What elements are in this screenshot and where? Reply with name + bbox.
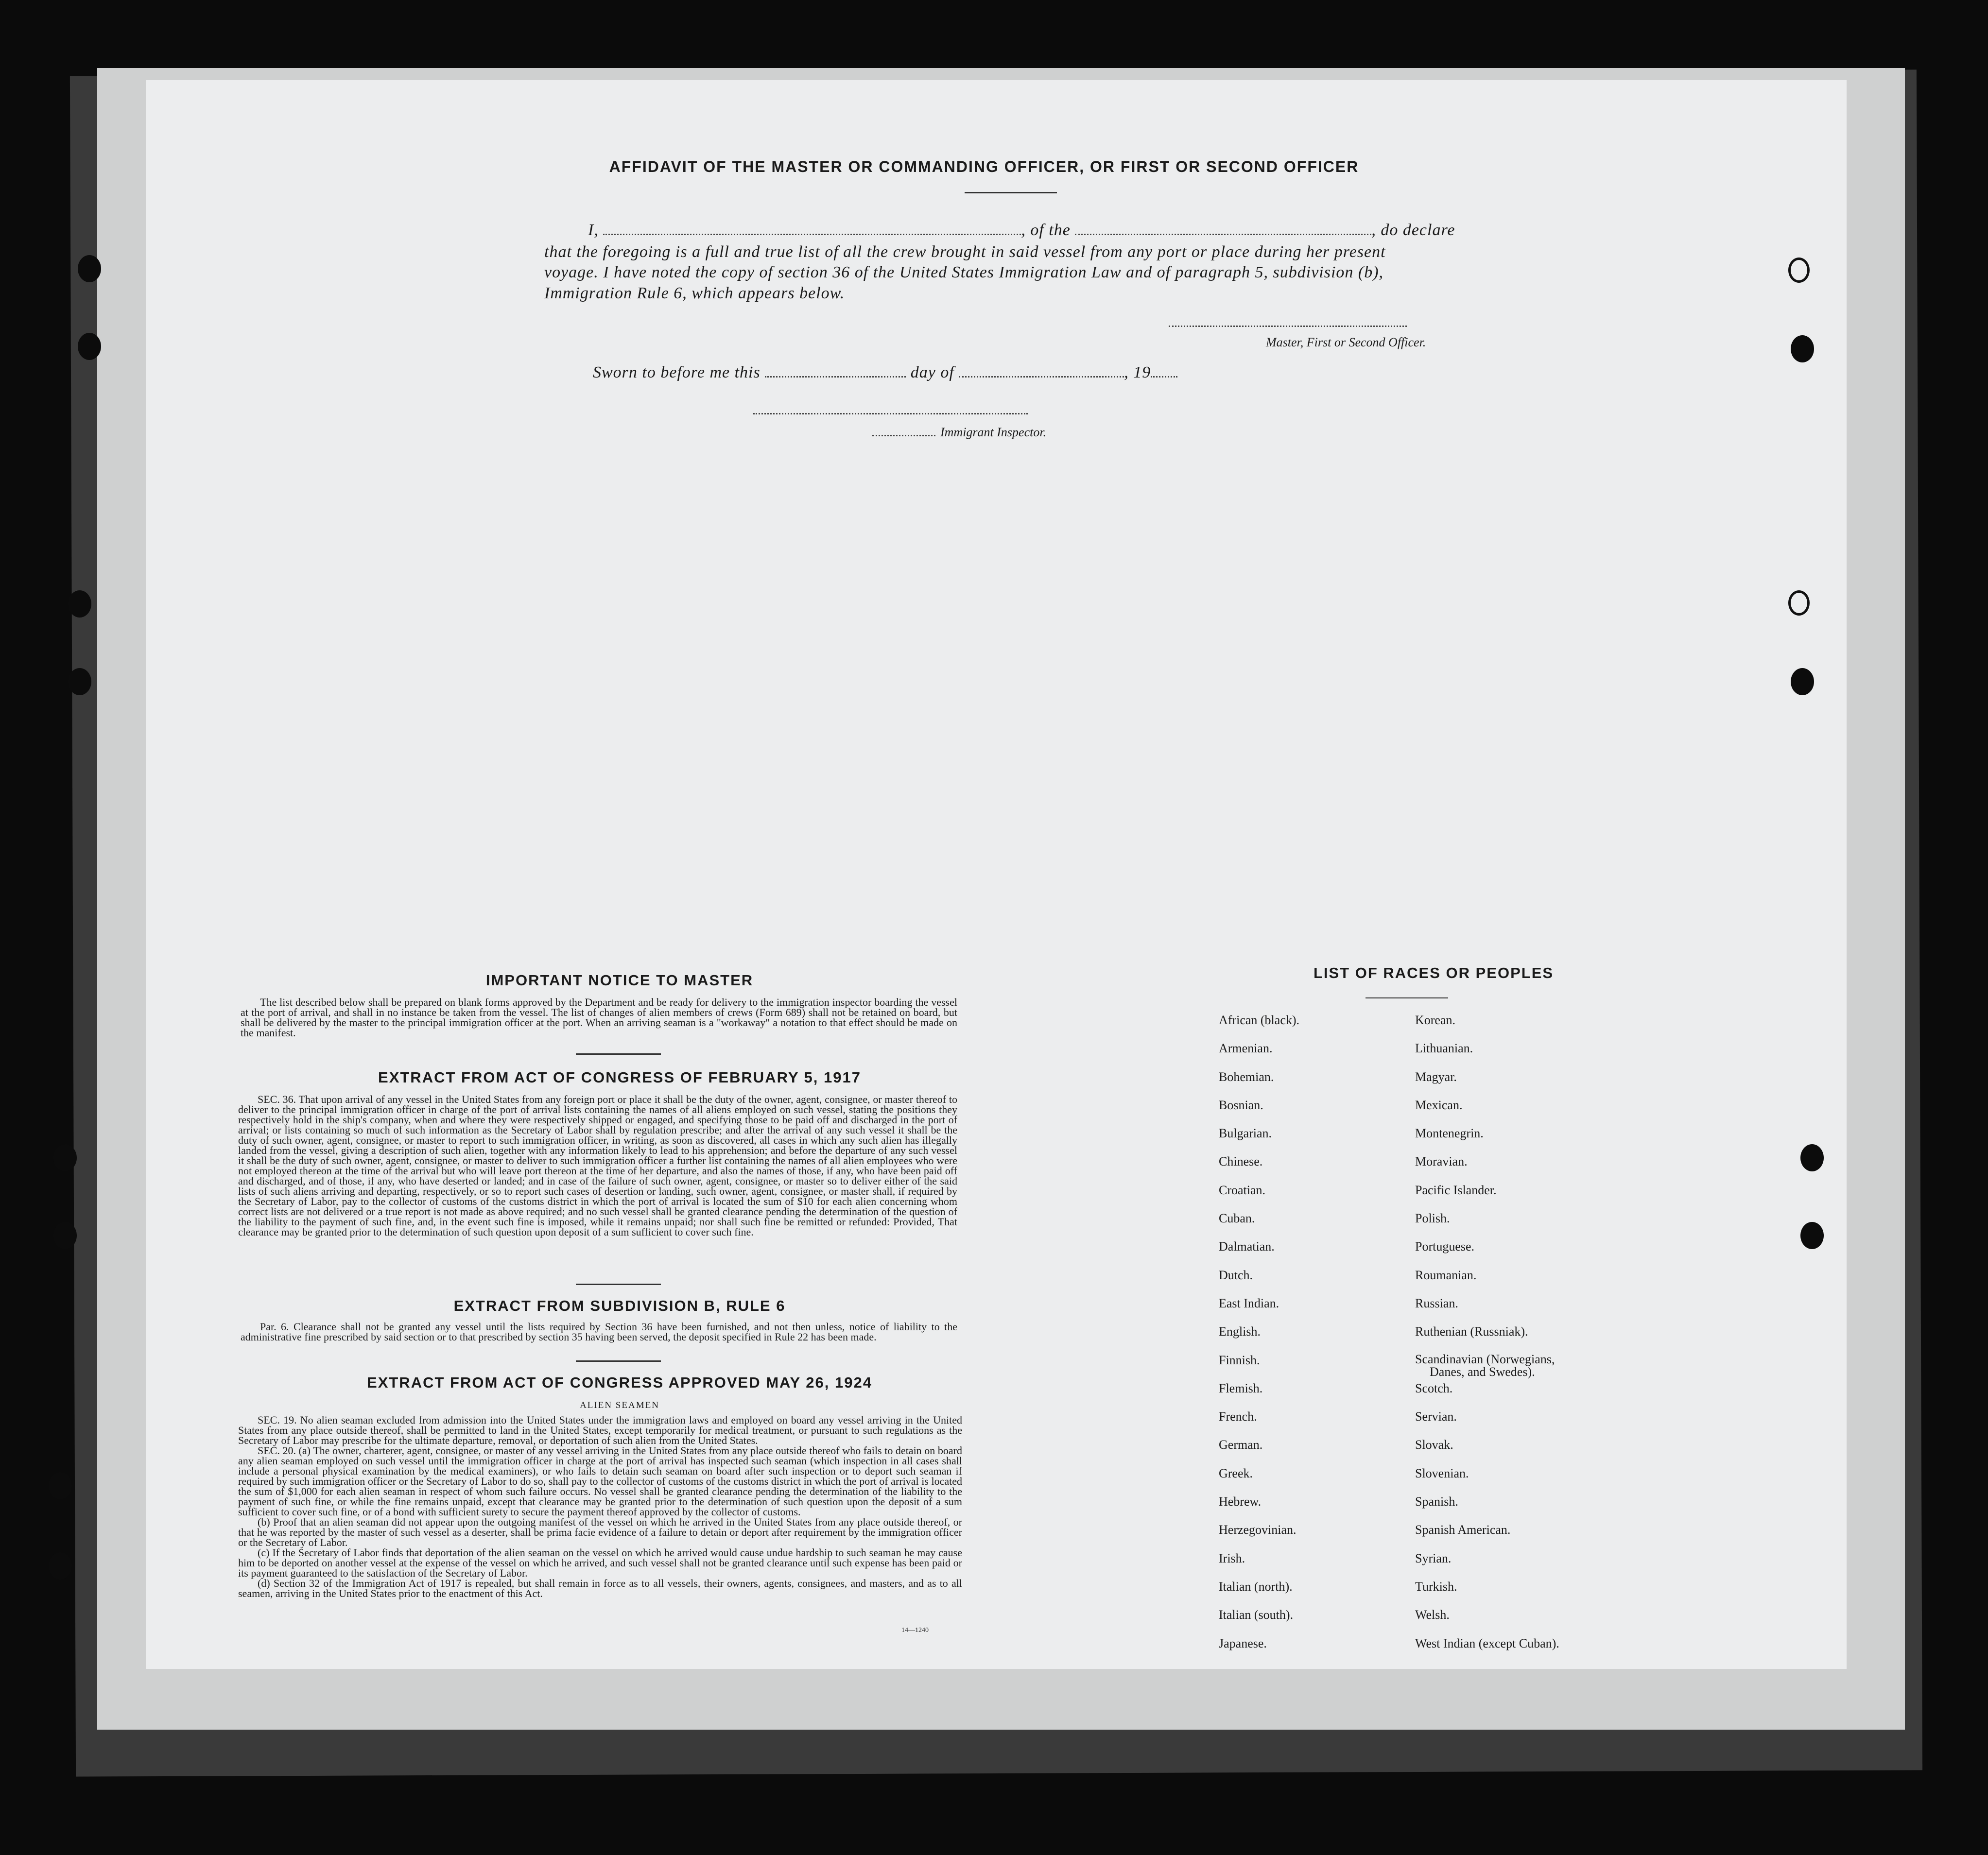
races-left-column bbox=[1219, 1013, 1299, 1665]
race-item: Russian. bbox=[1415, 1296, 1458, 1310]
affidavit-line-2: that the foregoing is a full and true list of all the crew brought in said vessel from any port or place during her present bbox=[544, 243, 1386, 261]
notice-text bbox=[241, 997, 957, 1038]
race-item: Dutch. bbox=[1219, 1268, 1253, 1282]
extract-rule6-paragraph: Par. 6. Clearance shall not be granted any vessel until the lists required by Section 36 have been furnished, and not then unless, notice of liability to the administrative fine prescribed by said section or to that prescribed by section 35 having been served, the deposit specified in Rule 22 has been made. bbox=[241, 1321, 957, 1343]
race-item: Armenian. bbox=[1219, 1041, 1273, 1056]
race-item: Servian. bbox=[1415, 1409, 1457, 1424]
sworn-line bbox=[593, 363, 1177, 382]
sworn-year-label: , 19 bbox=[1124, 363, 1151, 381]
extract-1924-text bbox=[238, 1415, 962, 1598]
affidavit-line-4: Immigration Rule 6, which appears below. bbox=[544, 284, 845, 302]
sec19-paragraph: SEC. 19. No alien seaman excluded from admission into the United States under the immigration laws and employed on board any vessel arriving in the United States from any place outside thereof, shall be permitted to land in the United States, except temporarily for medical treatment, or pursuant to such regulations as the Secretary of Labor may prescribe for the ultimate departure, removal, or deportation of such alien from the United States. bbox=[238, 1414, 962, 1446]
binder-hole bbox=[68, 668, 91, 695]
race-item: Italian (south). bbox=[1219, 1608, 1294, 1622]
race-item: Italian (north). bbox=[1219, 1579, 1293, 1594]
sworn-day-of-label: day of bbox=[910, 363, 954, 381]
race-item: Mexican. bbox=[1415, 1098, 1463, 1112]
race-item: Welsh. bbox=[1415, 1608, 1450, 1622]
notice-title: IMPORTANT NOTICE TO MASTER bbox=[485, 972, 754, 989]
affidavit-title: AFFIDAVIT OF THE MASTER OR COMMANDING OFFICER, OR FIRST OR SECOND OFFICER bbox=[609, 158, 1359, 175]
race-item: Cuban. bbox=[1219, 1211, 1255, 1226]
race-item: English. bbox=[1219, 1324, 1261, 1339]
extract-1917-paragraph: SEC. 36. That upon arrival of any vessel in the United States from any foreign port or place it shall be the duty of the owner, agent, consignee, or master thereof to deliver to the principal immigration officer in charge of the port of arrival lists containing the names of all aliens employed on such vessel, stating the positions they respectively hold in the ship's company, when and where they were respectively shipped or engaged, and specifying those to be paid off and discharged in the port of arrival; or lists containing so much of such information as the Secretary of Labor shall by regulation prescribe; and after the arrival of any such vessel it shall be the duty of such owner, agent, consignee, or master to report to such immigration officer, in writing, as soon as discovered, all cases in which any such alien has illegally landed from the vessel, giving a description of such alien, together with any information likely to lead to his apprehension; and before the departure of any such vessel it shall be the duty of such owner, agent, consignee, or master to deliver to such immigration officer a further list containing the names of all alien employees who were not employed thereon at the time of the arrival but who will leave port thereon at the time of her departure, and also the names of those, if any, who have been paid off and discharged, and of those, if any, who have deserted or landed; and in case of the failure of such owner, agent, consignee, or master so to deliver either of the said lists of such aliens arriving and departing, respectively, or so to report such cases of desertion or landing, such owner, agent, consignee, or master shall, if required by the Secretary of Labor, pay to the collector of customs of the customs district in which the port of arrival is located the sum of $10 for each alien concerning whom correct lists are not delivered or a true report is not made as above required; and no such vessel shall be granted clearance pending the determination of the question of the liability to the payment of such fine, and, in the event such fine is imposed, while it remains unpaid; nor shall such fine be remitted or refunded: Provided, That clearance may be granted prior to the determination of such question upon deposit of a sum sufficient to cover such fine. bbox=[238, 1093, 957, 1238]
divider bbox=[576, 1053, 661, 1055]
race-item: African (black). bbox=[1219, 1013, 1300, 1027]
sec20a-paragraph: SEC. 20. (a) The owner, charterer, agent, consignee, or master of any vessel arriving in the United States from any place outside thereof who fails to detain on board any alien seaman employed on such vessel until the immigration officer in charge at the port of arrival has inspected such seaman (which inspection in all cases shall include a personal physical examination by the medical examiners), or who fails to detain such seaman on board after such inspection or to deport such seaman if required by such immigration officer or the Secretary of Labor to do so, shall pay to the collector of customs of the customs district in which the port of arrival is located the sum of $1,000 for each alien seaman in respect of whom such failure occurs. No vessel shall be granted clearance pending the determination of the liability to the payment of such fine, or while the fine remains unpaid, except that clearance may be granted prior to the determination of such question upon the deposit of a sum sufficient to cover such fine, or of a bond with sufficient surety to secure the payment thereof approved by the collector of customs. bbox=[238, 1444, 962, 1518]
sec20b-paragraph: (b) Proof that an alien seaman did not appear upon the outgoing manifest of the vessel on which he arrived in the United States from any place outside thereof, or that he was reported by the master of such vessel as a deserter, shall be prima facie evidence of a failure to detain or deport after requirement by the immigration officer or the Secretary of Labor. bbox=[238, 1516, 962, 1548]
master-signature-label: Master, First or Second Officer. bbox=[1266, 335, 1426, 349]
races-title: LIST OF RACES OR PEOPLES bbox=[1313, 964, 1554, 981]
binder-hole bbox=[68, 590, 91, 618]
race-item: Portuguese. bbox=[1415, 1239, 1475, 1254]
race-item: French. bbox=[1219, 1409, 1257, 1424]
race-item: Korean. bbox=[1415, 1013, 1456, 1027]
affidavit-declare-label: , do declare bbox=[1371, 221, 1455, 239]
race-item: Chinese. bbox=[1219, 1154, 1263, 1169]
sworn-year-blank[interactable] bbox=[1151, 376, 1177, 378]
race-item: East Indian. bbox=[1219, 1296, 1279, 1310]
affidavit-line-3: voyage. I have noted the copy of section 36 of the United States Immigration Law and of paragraph 5, subdivision (b), bbox=[544, 263, 1384, 281]
divider bbox=[1366, 997, 1448, 998]
race-item: Polish. bbox=[1415, 1211, 1450, 1226]
race-item: Turkish. bbox=[1415, 1579, 1457, 1594]
race-item: West Indian (except Cuban). bbox=[1415, 1636, 1559, 1650]
race-item: Montenegrin. bbox=[1415, 1126, 1484, 1141]
race-item: Syrian. bbox=[1415, 1551, 1452, 1565]
affidavit-of-the-label: , of the bbox=[1021, 221, 1071, 239]
race-item: Lithuanian. bbox=[1415, 1041, 1473, 1056]
punch-hole bbox=[1788, 590, 1810, 616]
divider bbox=[576, 1360, 661, 1362]
master-name-blank[interactable] bbox=[603, 234, 1021, 235]
race-item: Magyar. bbox=[1415, 1069, 1457, 1084]
race-item: Pacific Islander. bbox=[1415, 1183, 1497, 1197]
punch-hole bbox=[1800, 1144, 1824, 1171]
race-item-continuation: Danes, and Swedes). bbox=[1430, 1364, 1535, 1379]
race-item: Scotch. bbox=[1415, 1381, 1453, 1395]
race-item: Bohemian. bbox=[1219, 1069, 1274, 1084]
race-item: Japanese. bbox=[1219, 1636, 1267, 1650]
extract-1917-title: EXTRACT FROM ACT OF CONGRESS OF FEBRUARY 5, 1917 bbox=[378, 1069, 861, 1086]
sworn-prefix: Sworn to before me this bbox=[593, 363, 761, 381]
race-item: Roumanian. bbox=[1415, 1268, 1477, 1282]
race-item: Slovenian. bbox=[1415, 1466, 1469, 1480]
binder-hole bbox=[53, 1222, 77, 1249]
race-item: Bulgarian. bbox=[1219, 1126, 1272, 1141]
inspector-prefix-blank bbox=[872, 435, 935, 436]
inspector-signature-blank[interactable] bbox=[753, 413, 1028, 414]
sec20d-paragraph: (d) Section 32 of the Immigration Act of 1917 is repealed, but shall remain in force as to all vessels, their owners, agents, consignees, and masters, and as to all seamen, arriving in the United States prior to the enactment of this Act. bbox=[238, 1577, 962, 1599]
inspector-label: Immigrant Inspector. bbox=[940, 425, 1047, 439]
binder-hole bbox=[49, 1552, 72, 1580]
form-number: 14—1240 bbox=[901, 1627, 929, 1634]
race-item: Dalmatian. bbox=[1219, 1239, 1275, 1254]
sworn-day-blank[interactable] bbox=[765, 376, 906, 378]
extract-1917-text bbox=[238, 1094, 957, 1237]
extract-rule6-text bbox=[241, 1322, 957, 1342]
affidavit-i-label: I, bbox=[588, 221, 599, 239]
notice-paragraph: The list described below shall be prepared on blank forms approved by the Department and be ready for delivery to the immigration inspector boarding the vessel at the port of arrival, and shall in no instance be taken from the vessel. The list of changes of alien members of crews (Form 689) shall not be retained on board, but shall be delivered by the master to the principal immigration officer at the port. When an arriving seaman is a "workaway" a notation to that effect should be made on the manifest. bbox=[241, 996, 957, 1039]
race-item: Spanish American. bbox=[1415, 1523, 1511, 1537]
binder-hole bbox=[78, 333, 101, 360]
affidavit-line-1 bbox=[588, 221, 1455, 240]
race-item: Scandinavian (Norwegians, bbox=[1415, 1352, 1555, 1366]
binder-hole bbox=[53, 1144, 77, 1171]
extract-rule6-title: EXTRACT FROM SUBDIVISION B, RULE 6 bbox=[453, 1297, 786, 1314]
sworn-month-blank[interactable] bbox=[959, 376, 1124, 378]
binder-hole bbox=[78, 255, 101, 282]
binder-hole bbox=[49, 1472, 72, 1499]
race-item: Bosnian. bbox=[1219, 1098, 1263, 1112]
master-signature-blank[interactable] bbox=[1169, 326, 1407, 327]
race-item: Herzegovinian. bbox=[1219, 1523, 1297, 1537]
races-right-column bbox=[1415, 1013, 1559, 1665]
punch-hole bbox=[1800, 1222, 1824, 1249]
race-item: Irish. bbox=[1219, 1551, 1245, 1565]
race-item: Slovak. bbox=[1415, 1438, 1453, 1452]
race-item: Finnish. bbox=[1219, 1353, 1260, 1367]
race-item: Spanish. bbox=[1415, 1494, 1458, 1509]
race-item: Ruthenian (Russniak). bbox=[1415, 1324, 1528, 1339]
race-item: Moravian. bbox=[1415, 1154, 1468, 1169]
punch-hole bbox=[1791, 668, 1814, 695]
extract-1924-title: EXTRACT FROM ACT OF CONGRESS APPROVED MAY 26, 1924 bbox=[367, 1374, 872, 1391]
divider bbox=[576, 1284, 661, 1285]
race-item: Hebrew. bbox=[1219, 1494, 1262, 1509]
sec20c-paragraph: (c) If the Secretary of Labor finds that deportation of the alien seaman on the vessel on which he arrived would cause undue hardship to such seaman he may cause him to be deported on another vessel at the expense of the vessel on which he arrived, and such vessel shall not be granted clearance until such expense has been paid or its payment guaranteed to the satisfaction of the Secretary of Labor. bbox=[238, 1546, 962, 1579]
punch-hole bbox=[1791, 335, 1814, 362]
race-item: German. bbox=[1219, 1438, 1263, 1452]
race-item: Flemish. bbox=[1219, 1381, 1263, 1395]
race-item: Croatian. bbox=[1219, 1183, 1266, 1197]
race-item: Greek. bbox=[1219, 1466, 1253, 1480]
divider bbox=[965, 192, 1057, 193]
vessel-name-blank[interactable] bbox=[1075, 234, 1371, 235]
race-item-scandinavian bbox=[1415, 1353, 1559, 1381]
alien-seamen-subtitle: ALIEN SEAMEN bbox=[580, 1400, 659, 1410]
punch-hole bbox=[1788, 258, 1810, 283]
